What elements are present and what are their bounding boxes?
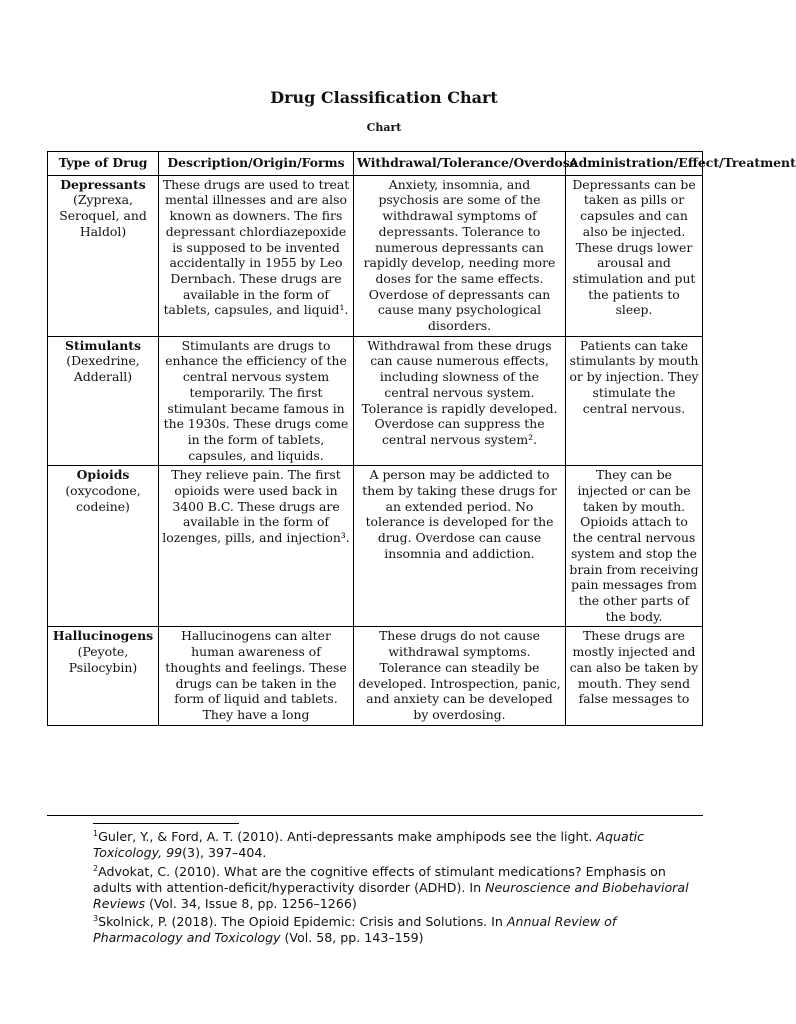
footnotes (93, 826, 693, 946)
drug-type-name: Hallucinogens (52, 628, 154, 644)
withdrawal-cell: A person may be addicted to them by taking these drugs for an extended period. No tolerance is developed for the drug. Overdose can cause insomnia and addiction. (354, 466, 566, 627)
description-cell: They relieve pain. The first opioids were used back in 3400 B.C. These drugs are available in the form of lozenges, pills, and injection³. (159, 466, 354, 627)
header-description: Description/Origin/Forms (159, 152, 354, 176)
footnote-italic: Neuroscience and Biobehavioral Reviews (93, 879, 689, 911)
footnote (93, 911, 693, 946)
drug-type-cell (48, 627, 159, 725)
footnote-mark: 2 (93, 863, 99, 873)
description-cell: Stimulants are drugs to enhance the efficiency of the central nervous system temporarily. The first stimulant became famous in the 1930s. These drugs come in the form of tablets, capsules, and liquids. (159, 336, 354, 466)
table-bottom-border (47, 815, 703, 816)
drug-type-name: Depressants (60, 176, 146, 192)
footnote (93, 861, 693, 912)
header-type-of-drug: Type of Drug (48, 152, 159, 176)
footnote-text-end: (Vol. 58, pp. 143–159) (280, 930, 424, 946)
table-row (48, 627, 703, 725)
footnote-text: Skolnick, P. (2018). The Opioid Epidemic: Crisis and Solutions. In (98, 914, 507, 930)
drug-type-cell (48, 336, 159, 466)
footnote-text-end: (3), 397–404. (182, 844, 267, 860)
administration-cell: These drugs are mostly injected and can also be taken by mouth. They send false messages to (566, 627, 703, 725)
drug-type-name: Stimulants (65, 337, 141, 353)
header-withdrawal: Withdrawal/Tolerance/Overdose (354, 152, 566, 176)
withdrawal-cell: Anxiety, insomnia, and psychosis are some of the withdrawal symptoms of depressants. Tolerance to numerous depressants can rapidly develop, needing more doses for the same effects. Overdose of depressants can cause many psychological disorders. (354, 175, 566, 336)
administration-cell: Depressants can be taken as pills or capsules and can also be injected. These drugs lower arousal and stimulation and put the patients to sleep. (566, 175, 703, 336)
header-administration: Administration/Effect/Treatment (566, 152, 703, 176)
document-subtitle: Chart (366, 121, 402, 134)
drug-type-examples: (oxycodone, codeine) (65, 483, 141, 514)
administration-cell: Patients can take stimulants by mouth or by injection. They stimulate the central nervous. (566, 336, 703, 466)
footnote-text: Guler, Y., & Ford, A. T. (2010). Anti-depressants make amphipods see the light. (98, 829, 597, 845)
administration-cell: They can be injected or can be taken by mouth. Opioids attach to the central nervous system and stop the brain from receiving pain messages from the other parts of the body. (566, 466, 703, 627)
document-title: Drug Classification Chart (270, 88, 498, 107)
drug-type-name: Opioids (76, 467, 130, 483)
drug-classification-table (47, 151, 796, 726)
drug-type-examples: (Dexedrine, Adderall) (66, 353, 140, 385)
footnote-separator (93, 823, 239, 824)
footnote-italic: Annual Review of Pharmacology and Toxicology (93, 914, 617, 946)
withdrawal-cell: These drugs do not cause withdrawal symptoms. Tolerance can steadily be developed. Introspection, panic, and anxiety can be developed by overdosing. (354, 627, 566, 725)
footnote (93, 826, 693, 861)
withdrawal-cell: Withdrawal from these drugs can cause numerous effects, including slowness of the central nervous system. Tolerance is rapidly developed. Overdose can suppress the central nervous system². (354, 336, 566, 466)
description-cell: These drugs are used to treat mental illnesses and are also known as downers. The firs depressant chlordiazepoxide is supposed to be invented accidentally in 1955 by Leo Dernbach. These drugs are available in the form of tablets, capsules, and liquid¹. (159, 175, 354, 336)
footnote-mark: 3 (93, 914, 99, 924)
footnote-text-end: (Vol. 34, Issue 8, pp. 1256–1266) (145, 895, 357, 911)
description-cell: Hallucinogens can alter human awareness of thoughts and feelings. These drugs can be taken in the form of liquid and tablets. They have a long (159, 627, 354, 725)
footnote-mark: 1 (93, 829, 99, 838)
footnote-text: Advokat, C. (2010). What are the cognitive effects of stimulant medications? Emphasis on adults with attention-deficit/hyperactivity disorder (ADHD). In (93, 863, 666, 895)
table-row (48, 466, 703, 627)
table-header-row (48, 152, 703, 176)
drug-type-examples: (Zyprexa, Seroquel, and Haldol) (59, 192, 147, 239)
drug-type-cell (48, 175, 159, 336)
table-row (48, 175, 703, 336)
table-row (48, 336, 703, 466)
table-clip (40, 150, 796, 816)
footnote-italic: Aquatic Toxicology, 99 (93, 829, 645, 860)
drug-type-cell (48, 466, 159, 627)
drug-type-examples: (Peyote, Psilocybin) (68, 644, 138, 675)
